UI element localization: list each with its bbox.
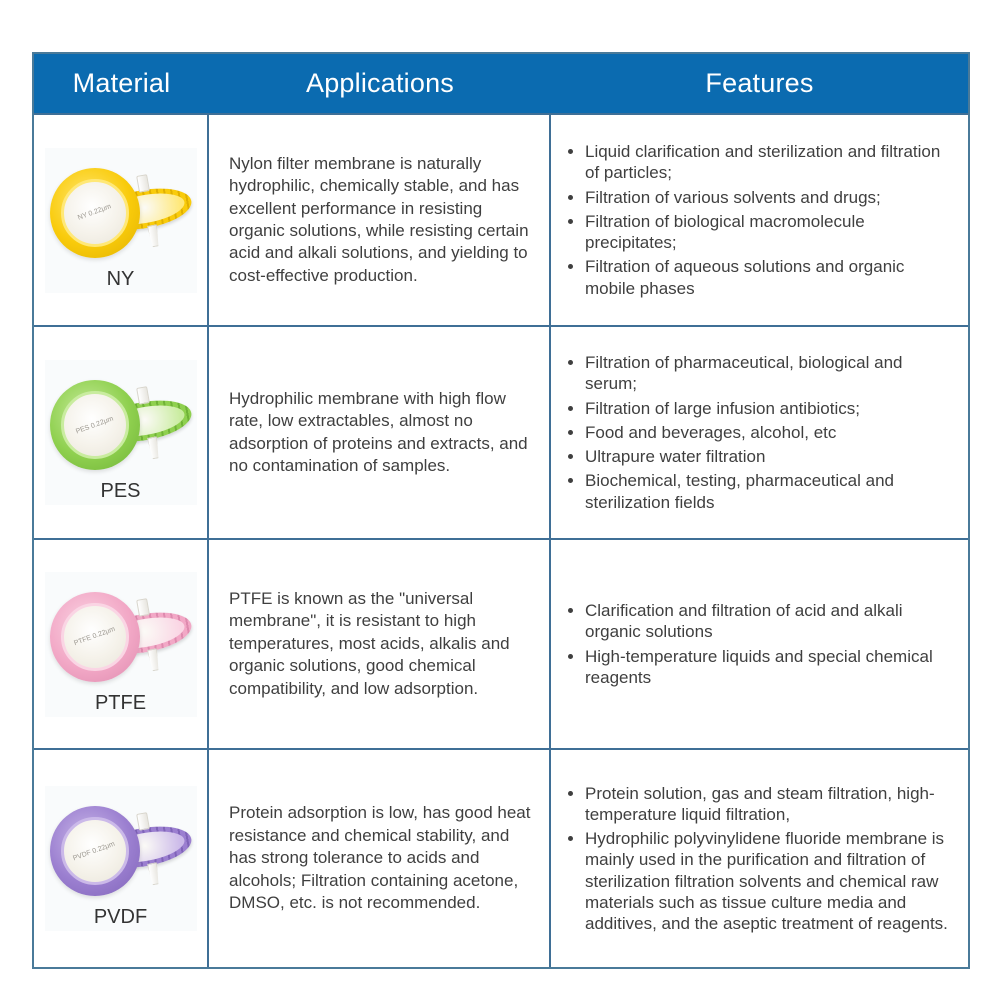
feature-item: • Liquid clarification and sterilization and filtration of particles; [585, 141, 956, 184]
feature-item: • Filtration of various solvents and drugs; [585, 187, 956, 208]
feature-item: • Filtration of biological macromolecule precipitates; [585, 211, 956, 254]
filter-luer-tip [146, 224, 160, 247]
syringe-filter-illustration [46, 154, 196, 266]
filter-print-label: PES 0.22μm [74, 414, 115, 436]
features-list [565, 349, 956, 516]
filter-membrane [61, 817, 129, 885]
filter-inlet-stub [136, 812, 150, 831]
filter-inlet-stub [136, 598, 150, 617]
applications-text: Hydrophilic membrane with high flow rate, low extractables, almost no adsorption of proteins and extracts, and no contamination of samples. [229, 388, 528, 475]
feature-item: • High-temperature liquids and special chemical reagents [585, 646, 956, 689]
filter-membrane [61, 391, 129, 459]
material-cell-ny [34, 113, 209, 325]
product-photo [45, 572, 197, 717]
features-cell-pes [551, 325, 968, 538]
header-label: Material [72, 68, 171, 98]
feature-item: • Food and beverages, alcohol, etc [585, 422, 956, 443]
column-header-material [34, 54, 209, 113]
header-label: Features [705, 68, 814, 98]
features-cell-ptfe [551, 538, 968, 748]
features-list [565, 138, 956, 302]
column-header-applications [209, 54, 551, 113]
applications-cell-pes [209, 325, 551, 538]
filter-front-view [50, 592, 140, 682]
filter-front-view [50, 168, 140, 258]
filter-luer-tip [146, 862, 160, 885]
filter-print-label: NY 0.22μm [76, 203, 113, 222]
applications-text: PTFE is known as the "universal membrane", it is resistant to high temperatures, most acids, alkalis and organic solutions, good chemical compatibility, and low adsorption. [229, 588, 510, 698]
material-name: PES [100, 480, 141, 502]
product-photo [45, 360, 197, 505]
feature-item: • Filtration of aqueous solutions and organic mobile phases [585, 256, 956, 299]
features-cell-ny [551, 113, 968, 325]
material-name: NY [106, 267, 135, 290]
material-name: PVDF [93, 906, 148, 928]
material-cell-pvdf [34, 748, 209, 967]
feature-item: • Hydrophilic polyvinylidene fluoride membrane is mainly used in the purification and filtration of sterilization filtration solvents and chemical raw materials such as tissue culture media and additives, and the aseptic treatment of reagents. [585, 828, 956, 934]
applications-cell-ptfe [209, 538, 551, 748]
feature-item: • Protein solution, gas and steam filtration, high-temperature liquid filtration, [585, 783, 956, 826]
filter-membrane [61, 179, 129, 247]
applications-cell-ny [209, 113, 551, 325]
syringe-filter-illustration [46, 366, 196, 478]
features-list [565, 780, 956, 938]
feature-item: • Filtration of pharmaceutical, biological and serum; [585, 352, 956, 395]
feature-item: • Clarification and filtration of acid and alkali organic solutions [585, 600, 956, 643]
material-name: PTFE [94, 691, 147, 714]
header-label: Applications [306, 68, 454, 98]
filter-front-view [50, 806, 140, 896]
features-cell-pvdf [551, 748, 968, 967]
filter-luer-tip [146, 436, 160, 459]
product-photo [45, 148, 197, 293]
material-cell-pes [34, 325, 209, 538]
syringe-filter-illustration [46, 792, 196, 904]
filter-print-label: PTFE 0.22μm [72, 625, 117, 648]
spec-table [32, 52, 970, 969]
filter-print-label: PVDF 0.22μm [72, 840, 117, 862]
feature-item: • Biochemical, testing, pharmaceutical and sterilization fields [585, 470, 956, 513]
filter-membrane [61, 603, 129, 671]
feature-item: • Filtration of large infusion antibiotics; [585, 398, 956, 419]
filter-luer-tip [146, 648, 160, 671]
feature-item: • Ultrapure water filtration [585, 446, 956, 467]
product-photo [45, 786, 197, 931]
applications-text: Nylon filter membrane is naturally hydrophilic, chemically stable, and has excellent performance in resisting organic solutions, while resisting certain acid and alkali solutions, and yielding to cost-effective production. [229, 153, 529, 285]
column-header-features [551, 54, 968, 113]
filter-inlet-stub [136, 174, 150, 193]
applications-text: Protein adsorption is low, has good heat resistance and chemical stability, and has strong tolerance to acids and alcohols; Filtration containing acetone, DMSO, etc. is not recommended. [229, 803, 531, 913]
filter-inlet-stub [136, 386, 150, 405]
applications-cell-pvdf [209, 748, 551, 967]
syringe-filter-illustration [46, 578, 196, 690]
material-cell-ptfe [34, 538, 209, 748]
features-list [565, 597, 956, 691]
filter-front-view [50, 380, 140, 470]
